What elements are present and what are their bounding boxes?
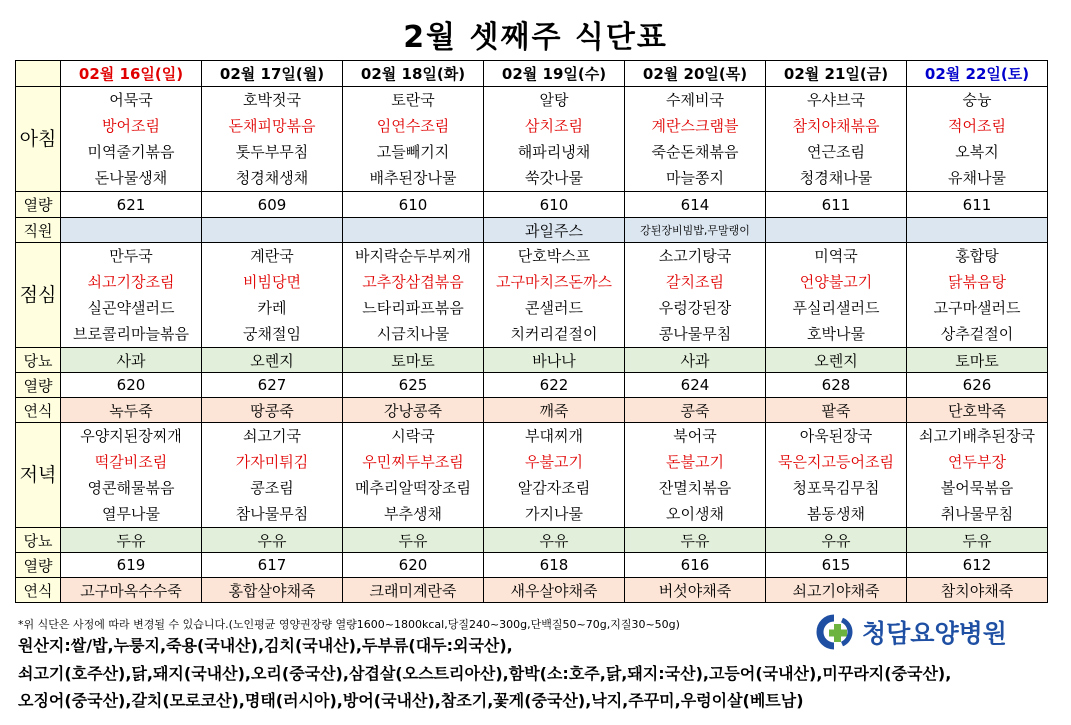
dinner-kcal-cell: 612	[907, 553, 1048, 578]
menu-item: 방어조림	[102, 117, 160, 135]
menu-item: 비빔당면	[243, 273, 301, 291]
dinner-cell	[907, 423, 1048, 528]
dinner-diabetic-cell: 두유	[343, 528, 484, 553]
breakfast-kcal-cell: 610	[343, 192, 484, 218]
menu-item: 부추생채	[384, 505, 442, 523]
weekly-menu-table	[15, 60, 1048, 603]
lunch-diabetic-cell: 오렌지	[766, 348, 907, 373]
menu-item: 단호박스프	[517, 247, 591, 265]
day-header: 02월 20일(목)	[625, 61, 766, 87]
menu-item: 호박나물	[807, 325, 865, 343]
lunch-diabetic-cell: 사과	[625, 348, 766, 373]
menu-item: 궁채절임	[243, 325, 301, 343]
lunch-diabetic-cell: 토마토	[343, 348, 484, 373]
menu-item: 콩나물무침	[658, 325, 732, 343]
breakfast-kcal-cell: 609	[202, 192, 343, 218]
dinner-cell	[61, 423, 202, 528]
breakfast-cell	[625, 87, 766, 192]
menu-item: 해파리냉채	[517, 143, 591, 161]
breakfast-cell	[766, 87, 907, 192]
menu-item: 북어국	[673, 427, 717, 445]
menu-item: 톳두부무침	[235, 143, 309, 161]
menu-item: 쑥갓나물	[525, 169, 583, 187]
day-header: 02월 18일(화)	[343, 61, 484, 87]
menu-item: 가자미튀김	[235, 453, 309, 471]
menu-item: 삼치조림	[525, 117, 583, 135]
dinner-porridge-cell: 홍합살야채죽	[202, 578, 343, 603]
breakfast-cell	[61, 87, 202, 192]
lunch-kcal-cell: 620	[61, 373, 202, 398]
dinner-diabetic-label: 당뇨	[16, 528, 61, 553]
dinner-porridge-cell: 쇠고기야채죽	[766, 578, 907, 603]
menu-item: 메추리알떡장조림	[355, 479, 471, 497]
lunch-cell	[343, 243, 484, 348]
lunch-porridge-label: 연식	[16, 398, 61, 423]
dinner-kcal-cell: 615	[766, 553, 907, 578]
breakfast-cell	[202, 87, 343, 192]
menu-item: 죽순돈채볶음	[651, 143, 739, 161]
hospital-name: 청담요양병원	[862, 619, 1007, 648]
staff-lunch-cell: 강된장비빔밥,무말랭이	[625, 218, 766, 243]
menu-item: 토란국	[391, 91, 435, 109]
lunch-porridge-cell: 콩죽	[625, 398, 766, 423]
lunch-kcal-cell: 628	[766, 373, 907, 398]
breakfast-kcal-cell: 611	[907, 192, 1048, 218]
nutrition-note: *위 식단은 사정에 따라 변경될 수 있습니다.(노인평균 영양권장량 열량1600~1800kcal,당질240~300g,단백질50~70g,지질30~50g)	[18, 618, 680, 631]
menu-item: 우불고기	[525, 453, 583, 471]
staff-lunch-cell	[766, 218, 907, 243]
menu-item: 시금치나물	[376, 325, 450, 343]
menu-item: 고구마샐러드	[933, 299, 1021, 317]
dinner-cell	[766, 423, 907, 528]
dinner-diabetic-cell: 두유	[61, 528, 202, 553]
menu-item: 계란국	[250, 247, 294, 265]
breakfast-kcal-label: 열량	[16, 192, 61, 218]
menu-item: 영콘해물볶음	[87, 479, 175, 497]
dinner-kcal-cell: 616	[625, 553, 766, 578]
dinner-porridge-row	[16, 578, 1048, 603]
menu-item: 우민찌두부조림	[362, 453, 464, 471]
breakfast-cell	[484, 87, 625, 192]
lunch-kcal-cell: 627	[202, 373, 343, 398]
day-header: 02월 19일(수)	[484, 61, 625, 87]
lunch-row	[16, 243, 1048, 348]
menu-item: 가지나물	[525, 505, 583, 523]
day-header: 02월 22일(토)	[907, 61, 1048, 87]
dinner-porridge-cell: 고구마옥수수죽	[61, 578, 202, 603]
menu-item: 미역줄기볶음	[87, 143, 175, 161]
dinner-porridge-label: 연식	[16, 578, 61, 603]
staff-lunch-cell: 과일주스	[484, 218, 625, 243]
lunch-diabetic-cell: 토마토	[907, 348, 1048, 373]
menu-item: 돈채피망볶음	[228, 117, 316, 135]
dinner-kcal-cell: 620	[343, 553, 484, 578]
menu-item: 쇠고기배추된장국	[919, 427, 1035, 445]
breakfast-kcal-row	[16, 192, 1048, 218]
menu-item: 고들빼기지	[376, 143, 450, 161]
day-header: 02월 16일(일)	[61, 61, 202, 87]
lunch-cell	[484, 243, 625, 348]
menu-item: 숭늉	[962, 91, 992, 109]
menu-item: 상추겉절이	[940, 325, 1014, 343]
menu-item: 청포묵김무침	[792, 479, 880, 497]
menu-item: 연두부장	[948, 453, 1006, 471]
menu-item: 만두국	[109, 247, 153, 265]
dinner-diabetic-cell: 두유	[625, 528, 766, 553]
hospital-logo-icon	[812, 614, 856, 650]
menu-item: 언양불고기	[799, 273, 873, 291]
lunch-porridge-cell: 팥죽	[766, 398, 907, 423]
breakfast-kcal-cell: 621	[61, 192, 202, 218]
menu-item: 수제비국	[666, 91, 724, 109]
menu-item: 우렁강된장	[658, 299, 732, 317]
dinner-cell	[625, 423, 766, 528]
breakfast-kcal-cell: 614	[625, 192, 766, 218]
lunch-porridge-cell: 깨죽	[484, 398, 625, 423]
lunch-label: 점심	[16, 243, 61, 348]
staff-lunch-label: 직원	[16, 218, 61, 243]
menu-item: 쇠고기장조림	[87, 273, 175, 291]
lunch-porridge-cell: 단호박죽	[907, 398, 1048, 423]
lunch-diabetic-cell: 오렌지	[202, 348, 343, 373]
menu-item: 고추장삼겹볶음	[362, 273, 464, 291]
menu-item: 우양지된장찌개	[80, 427, 182, 445]
menu-item: 돈불고기	[666, 453, 724, 471]
menu-item: 쇠고기국	[243, 427, 301, 445]
staff-lunch-cell	[907, 218, 1048, 243]
dinner-diabetic-cell: 우유	[766, 528, 907, 553]
dinner-diabetic-cell: 두유	[907, 528, 1048, 553]
dinner-diabetic-cell: 우유	[484, 528, 625, 553]
menu-item: 아욱된장국	[799, 427, 873, 445]
menu-item: 계란스크램블	[651, 117, 739, 135]
breakfast-cell	[343, 87, 484, 192]
lunch-diabetic-label: 당뇨	[16, 348, 61, 373]
menu-item: 취나물무침	[940, 505, 1014, 523]
menu-item: 시락국	[391, 427, 435, 445]
menu-item: 호박젓국	[243, 91, 301, 109]
lunch-cell	[61, 243, 202, 348]
menu-item: 배추된장나물	[369, 169, 457, 187]
breakfast-row	[16, 87, 1048, 192]
menu-item: 오복지	[955, 143, 999, 161]
menu-item: 오이생채	[666, 505, 724, 523]
lunch-kcal-row	[16, 373, 1048, 398]
menu-item: 치커리겉절이	[510, 325, 598, 343]
lunch-kcal-cell: 624	[625, 373, 766, 398]
breakfast-cell	[907, 87, 1048, 192]
menu-item: 어묵국	[109, 91, 153, 109]
menu-item: 봄동생채	[807, 505, 865, 523]
menu-item: 알감자조림	[517, 479, 591, 497]
day-header: 02월 21일(금)	[766, 61, 907, 87]
dinner-kcal-cell: 619	[61, 553, 202, 578]
staff-lunch-cell	[202, 218, 343, 243]
staff-lunch-cell	[343, 218, 484, 243]
dinner-label: 저녁	[16, 423, 61, 528]
dinner-cell	[484, 423, 625, 528]
menu-item: 미역국	[814, 247, 858, 265]
lunch-porridge-cell: 녹두죽	[61, 398, 202, 423]
breakfast-kcal-cell: 611	[766, 192, 907, 218]
dinner-kcal-cell: 618	[484, 553, 625, 578]
menu-item: 볼어묵볶음	[940, 479, 1014, 497]
menu-item: 느타리파프볶음	[362, 299, 464, 317]
menu-item: 연근조림	[807, 143, 865, 161]
menu-item: 바지락순두부찌개	[355, 247, 471, 265]
menu-item: 마늘쫑지	[666, 169, 724, 187]
page-title: 2월 셋째주 식단표	[403, 20, 668, 55]
dinner-kcal-row	[16, 553, 1048, 578]
menu-item: 돈나물생채	[94, 169, 168, 187]
menu-item: 알탕	[539, 91, 569, 109]
dinner-diabetic-row	[16, 528, 1048, 553]
dinner-kcal-label: 열량	[16, 553, 61, 578]
lunch-cell	[907, 243, 1048, 348]
dinner-row	[16, 423, 1048, 528]
menu-item: 임연수조림	[376, 117, 450, 135]
dinner-porridge-cell: 참치야채죽	[907, 578, 1048, 603]
breakfast-kcal-cell: 610	[484, 192, 625, 218]
menu-item: 푸실리샐러드	[792, 299, 880, 317]
menu-item: 콘샐러드	[525, 299, 583, 317]
origin-line-2: 쇠고기(호주산),닭,돼지(국내산),오리(중국산),삼겹살(오스트리아산),함박(소:호주,닭,돼지:국산),고등어(국내산),미꾸라지(중국산),	[18, 664, 952, 683]
dinner-cell	[343, 423, 484, 528]
menu-item: 참나물무침	[235, 505, 309, 523]
origin-line-1: 원산지:쌀/밥,누룽지,죽용(국내산),김치(국내산),두부류(대두:외국산),	[18, 636, 513, 655]
dinner-porridge-cell: 버섯야채죽	[625, 578, 766, 603]
dinner-diabetic-cell: 우유	[202, 528, 343, 553]
lunch-diabetic-cell: 사과	[61, 348, 202, 373]
menu-item: 청경채나물	[799, 169, 873, 187]
lunch-cell	[202, 243, 343, 348]
hospital-logo	[812, 612, 1007, 652]
menu-item: 묵은지고등어조림	[778, 453, 894, 471]
menu-item: 잔멸치볶음	[658, 479, 732, 497]
lunch-cell	[625, 243, 766, 348]
menu-item: 홍합탕	[955, 247, 999, 265]
lunch-cell	[766, 243, 907, 348]
lunch-porridge-row	[16, 398, 1048, 423]
menu-item: 카레	[257, 299, 287, 317]
menu-item: 열무나물	[102, 505, 160, 523]
menu-item: 브로콜리마늘볶음	[73, 325, 189, 343]
lunch-kcal-cell: 622	[484, 373, 625, 398]
day-header: 02월 17일(월)	[202, 61, 343, 87]
menu-item: 콩조림	[250, 479, 294, 497]
menu-item: 부대찌개	[525, 427, 583, 445]
menu-item: 닭볶음탕	[948, 273, 1006, 291]
menu-item: 소고기탕국	[658, 247, 732, 265]
lunch-diabetic-cell: 바나나	[484, 348, 625, 373]
day-header-row	[16, 61, 1048, 87]
lunch-kcal-cell: 625	[343, 373, 484, 398]
menu-item: 참치야채볶음	[792, 117, 880, 135]
staff-lunch-row	[16, 218, 1048, 243]
menu-item: 실곤약샐러드	[87, 299, 175, 317]
staff-lunch-cell	[61, 218, 202, 243]
header-corner	[16, 61, 61, 87]
menu-item: 적어조림	[948, 117, 1006, 135]
dinner-cell	[202, 423, 343, 528]
menu-item: 갈치조림	[666, 273, 724, 291]
lunch-kcal-label: 열량	[16, 373, 61, 398]
dinner-porridge-cell: 새우살야채죽	[484, 578, 625, 603]
menu-item: 청경채생채	[235, 169, 309, 187]
dinner-porridge-cell: 크래미계란죽	[343, 578, 484, 603]
dinner-kcal-cell: 617	[202, 553, 343, 578]
menu-item: 떡갈비조림	[94, 453, 168, 471]
origin-line-3: 오징어(중국산),갈치(모로코산),명태(러시아),방어(국내산),참조기,꽃게(중국산),낙지,주꾸미,우렁이살(베트남)	[18, 691, 804, 710]
menu-item: 우샤브국	[807, 91, 865, 109]
lunch-diabetic-row	[16, 348, 1048, 373]
lunch-porridge-cell: 땅콩죽	[202, 398, 343, 423]
breakfast-label: 아침	[16, 87, 61, 192]
lunch-kcal-cell: 626	[907, 373, 1048, 398]
menu-item: 유채나물	[948, 169, 1006, 187]
menu-item: 고구마치즈돈까스	[496, 273, 612, 291]
lunch-porridge-cell: 강낭콩죽	[343, 398, 484, 423]
